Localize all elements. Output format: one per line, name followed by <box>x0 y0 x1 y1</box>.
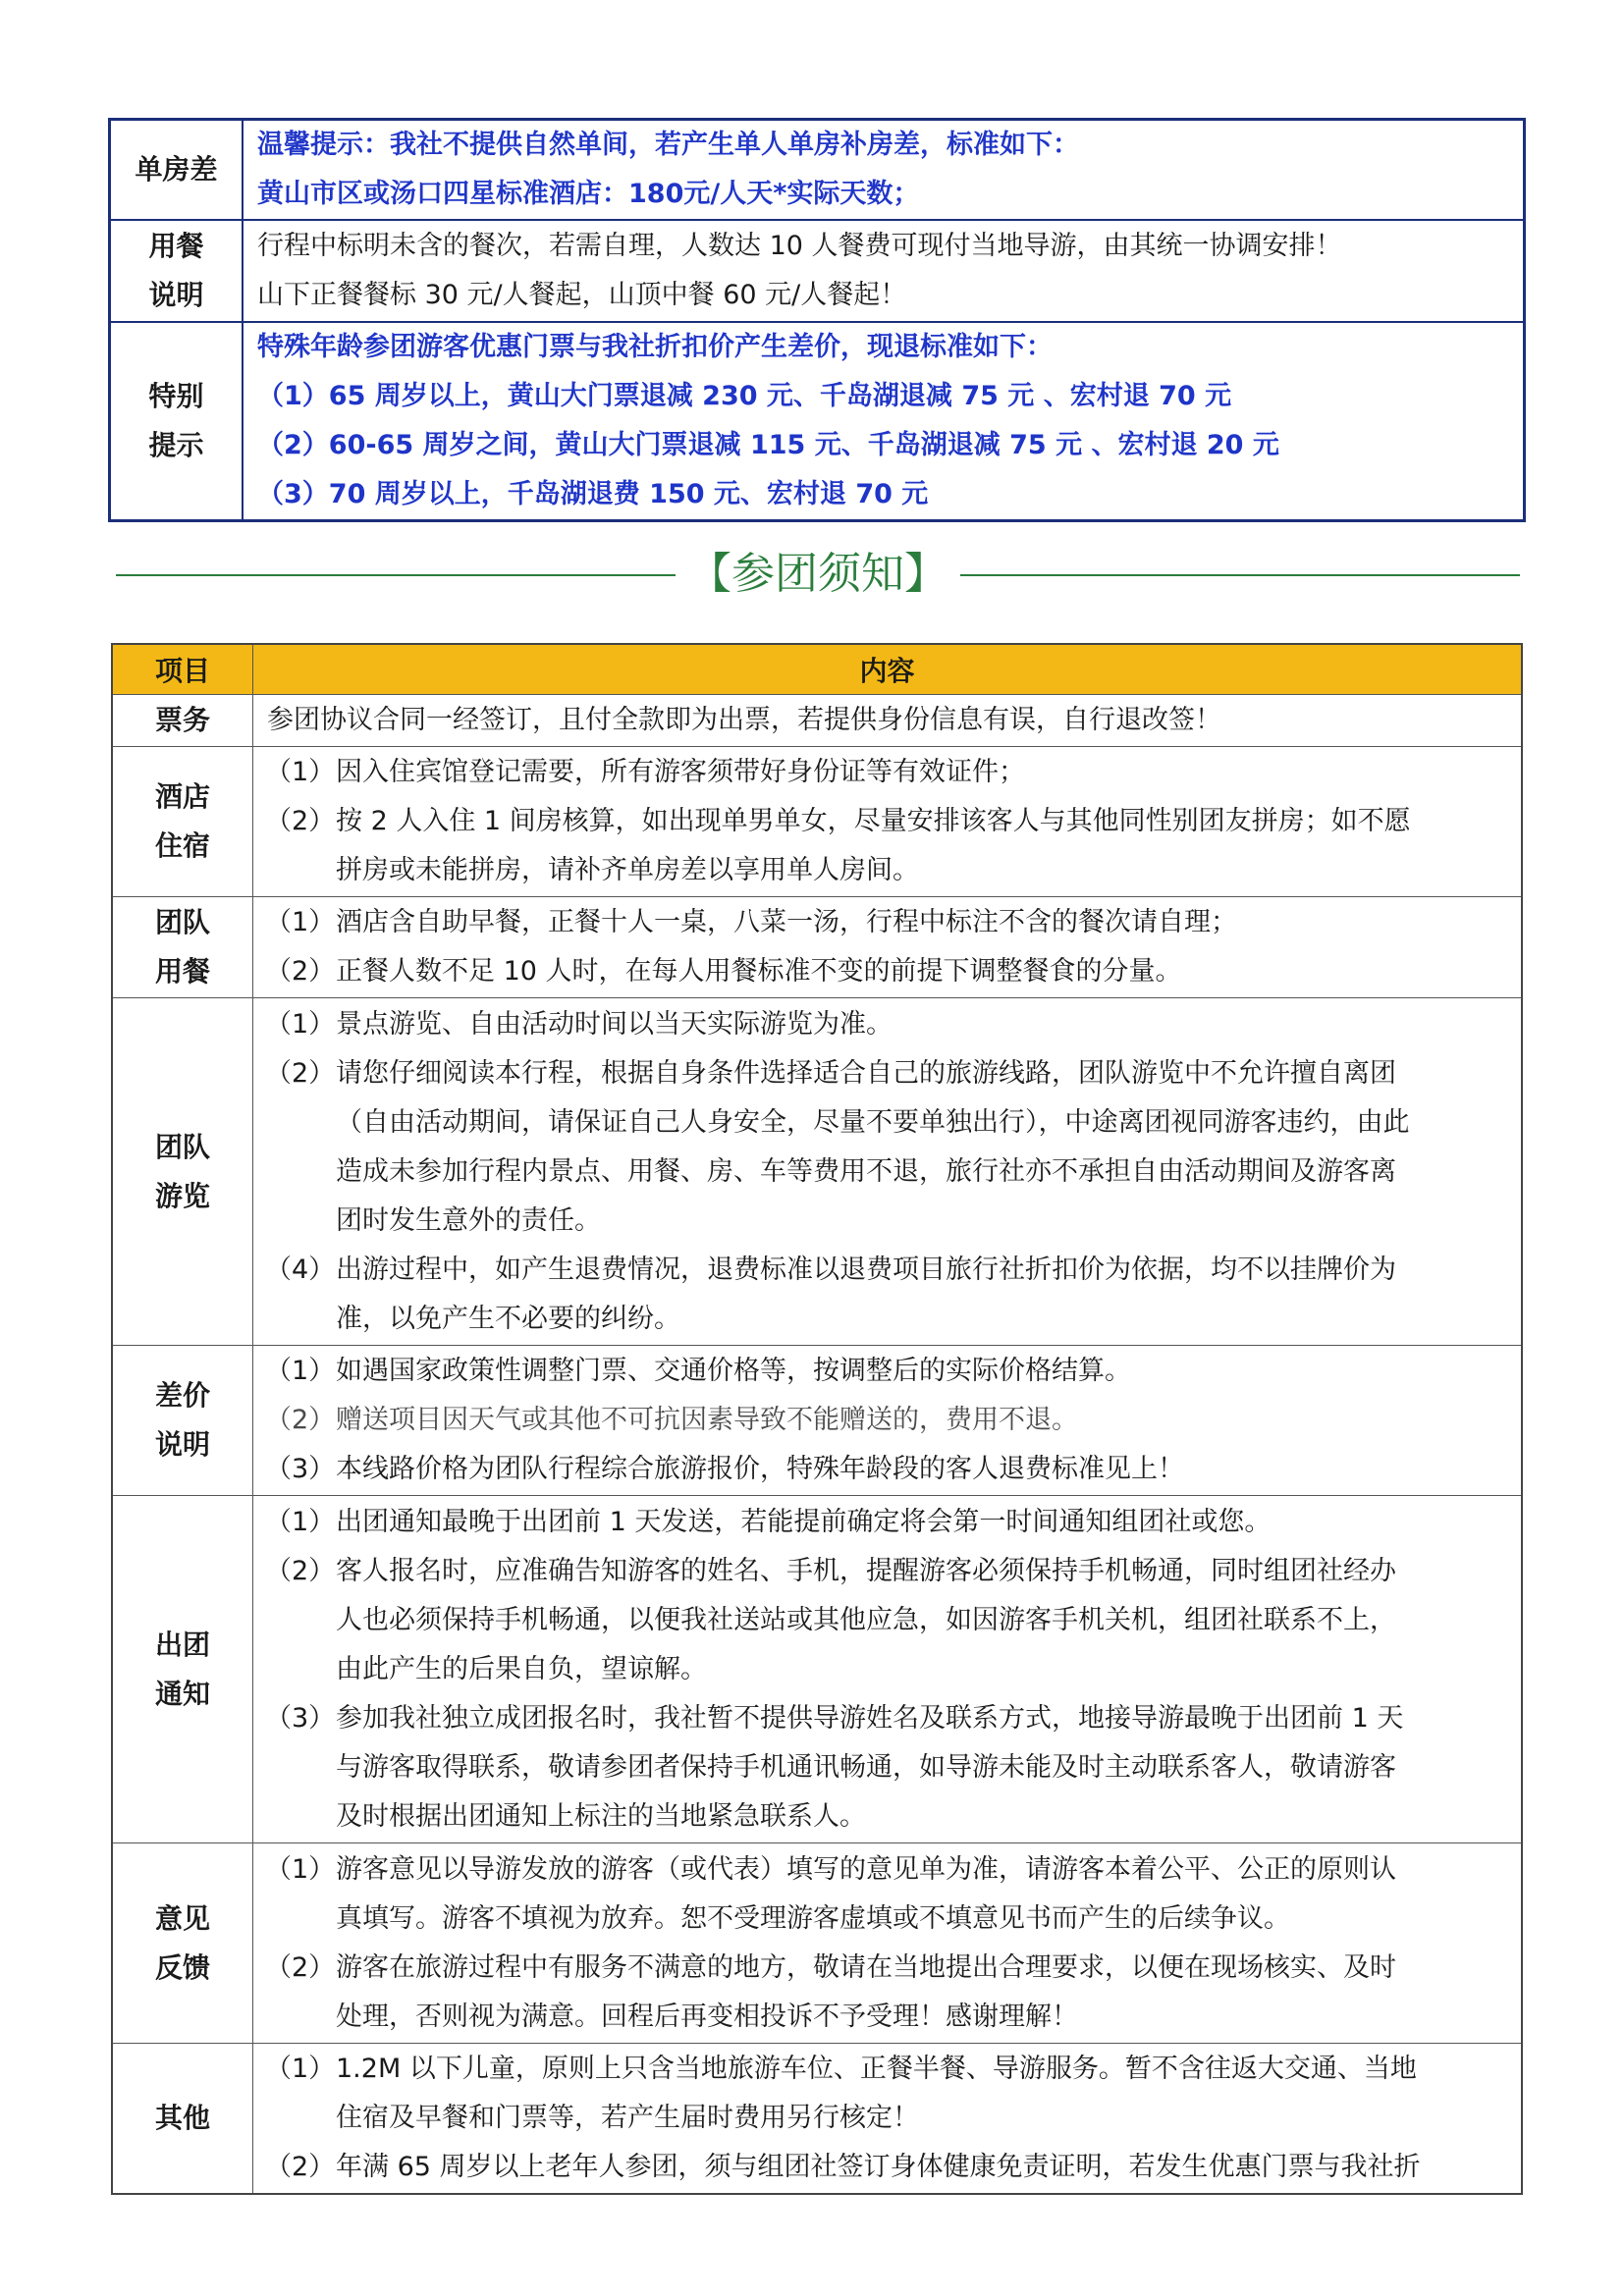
text-line: 参团协议合同一经签订，且付全款即为出票，若提供身份信息有误，自行退改签！ <box>267 705 1221 735</box>
list-item: （4） 出游过程中，如产生退费情况，退费标准以退费项目旅行社折扣价为依据，均不以挂牌价为 准，以免产生不必要的纠纷。 <box>265 1254 1396 1334</box>
row-label: 单房差 <box>110 120 244 221</box>
row-label: 用餐 说明 <box>110 220 244 322</box>
table-row <box>112 1496 1522 1843</box>
row-content <box>253 1346 1523 1496</box>
row-content <box>253 747 1523 897</box>
text-line: 特殊年龄参团游客优惠门票与我社折扣价产生差价，现退标准如下： <box>257 332 1053 362</box>
list-item: （1） 酒店含自助早餐，正餐十人一桌，八菜一汤，行程中标注不含的餐次请自理； <box>265 907 1237 937</box>
row-label: 差价 说明 <box>112 1346 253 1496</box>
divider-line <box>960 574 1520 576</box>
row-content <box>253 2044 1523 2194</box>
row-label: 团队 游览 <box>112 998 253 1346</box>
list-item: （1） 因入住宾馆登记需要，所有游客须带好身份证等有效证件； <box>265 757 1025 787</box>
table-row <box>112 1843 1522 2044</box>
row-label: 特别 提示 <box>110 322 244 521</box>
text-line: （3）70 周岁以上，千岛湖退费 150 元、宏村退 70 元 <box>257 479 929 509</box>
text-line: 温馨提示：我社不提供自然单间，若产生单人单房补房差，标准如下： <box>257 130 1079 160</box>
list-item: （2） 赠送项目因天气或其他不可抗因素导致不能赠送的，费用不退。 <box>265 1405 1078 1435</box>
row-label: 意见 反馈 <box>112 1843 253 2044</box>
list-item: （1） 1.2M 以下儿童，原则上只含当地旅游车位、正餐半餐、导游服务。暂不含往返大交通、当地 住宿及早餐和门票等，若产生届时费用另行核定！ <box>265 2053 1417 2133</box>
list-item: （2） 正餐人数不足 10 人时，在每人用餐标准不变的前提下调整餐食的分量。 <box>265 956 1182 987</box>
table-header-row <box>112 644 1522 695</box>
table-row <box>112 2044 1522 2194</box>
column-header: 项目 <box>112 644 253 695</box>
row-content <box>253 998 1523 1346</box>
list-item: （3） 本线路价格为团队行程综合旅游报价，特殊年龄段的客人退费标准见上！ <box>265 1454 1184 1484</box>
row-label: 其他 <box>112 2044 253 2194</box>
row-label: 票务 <box>112 695 253 747</box>
row-content <box>243 322 1525 521</box>
text-line: （2）60-65 周岁之间，黄山大门票退减 115 元、千岛湖退减 75 元 、宏村退 20 元 <box>257 430 1279 460</box>
table-row <box>110 120 1525 221</box>
list-item: （2） 按 2 人入住 1 间房核算，如出现单男单女，尽量安排该客人与其他同性别团友拼房；如不愿 拼房或未能拼房，请补齐单房差以享用单人房间。 <box>265 806 1411 885</box>
text-line: （1）65 周岁以上，黄山大门票退减 230 元、千岛湖退减 75 元 、宏村退 70 元 <box>257 381 1232 411</box>
list-item: （2） 请您仔细阅读本行程，根据自身条件选择适合自己的旅游线路，团队游览中不允许擅自离团 （自由活动期间，请保证自己人身安全，尽量不要单独出行），中途离团视同游客违约，由此 造成未参加行程内景点、用餐、房、车等费用不退，旅行社亦不承担自由活动期间及游客离 团时发生意外的责任。 <box>265 1057 1410 1236</box>
text-line: 行程中标明未含的餐次，若需自理，人数达 10 人餐费可现付当地导游，由其统一协调安排！ <box>257 231 1342 261</box>
row-content <box>243 220 1525 322</box>
table-row <box>112 1346 1522 1496</box>
list-item: （3） 参加我社独立成团报名时，我社暂不提供导游姓名及联系方式，地接导游最晚于出团前 1 天 与游客取得联系，敬请参团者保持手机通讯畅通，如导游未能及时主动联系客人，敬请游客 及时根据出团通知上标注的当地紧急联系人。 <box>265 1702 1404 1832</box>
section-heading <box>116 540 1520 609</box>
row-content <box>253 897 1523 998</box>
list-item: （1） 如遇国家政策性调整门票、交通价格等，按调整后的实际价格结算。 <box>265 1356 1131 1386</box>
row-label: 出团 通知 <box>112 1496 253 1843</box>
row-content <box>243 120 1525 221</box>
table-row <box>110 220 1525 322</box>
table-row <box>112 747 1522 897</box>
row-content <box>253 695 1523 747</box>
row-content <box>253 1496 1523 1843</box>
list-item: （2） 客人报名时，应准确告知游客的姓名、手机，提醒游客必须保持手机畅通，同时组团社经办 人也必须保持手机畅通，以便我社送站或其他应急，如因游客手机关机，组团社联系不上， 由此产生的后果自负，望谅解。 <box>265 1555 1396 1684</box>
row-content <box>253 1843 1523 2044</box>
list-item: （2） 游客在旅游过程中有服务不满意的地方，敬请在当地提出合理要求，以便在现场核实、及时 处理，否则视为满意。回程后再变相投诉不予受理！感谢理解！ <box>265 1951 1396 2032</box>
list-item: （1） 出团通知最晚于出团前 1 天发送，若能提前确定将会第一时间通知组团社或您。 <box>265 1506 1272 1537</box>
table-row <box>112 695 1522 747</box>
list-item: （2） 年满 65 周岁以上老年人参团，须与组团社签订身体健康免责证明，若发生优惠门票与我社折 <box>265 2151 1421 2182</box>
text-line: 黄山市区或汤口四星标准酒店：180元/人天*实际天数； <box>257 179 920 209</box>
row-label: 团队 用餐 <box>112 897 253 998</box>
section-title: 【参团须知】 <box>688 549 947 599</box>
row-label: 酒店 住宿 <box>112 747 253 897</box>
column-header: 内容 <box>253 644 1523 695</box>
text-line: 山下正餐餐标 30 元/人餐起，山顶中餐 60 元/人餐起！ <box>257 280 907 310</box>
table-row <box>110 322 1525 521</box>
list-item: （1） 景点游览、自由活动时间以当天实际游览为准。 <box>265 1008 893 1040</box>
table-row <box>112 998 1522 1346</box>
table-row <box>112 897 1522 998</box>
list-item: （1） 游客意见以导游发放的游客（或代表）填写的意见单为准，请游客本着公平、公正的原则认 真填写。游客不填视为放弃。恕不受理游客虚填或不填意见书而产生的后续争议。 <box>265 1853 1396 1934</box>
notice-table <box>111 643 1523 2195</box>
pricing-notes-table <box>108 118 1526 522</box>
